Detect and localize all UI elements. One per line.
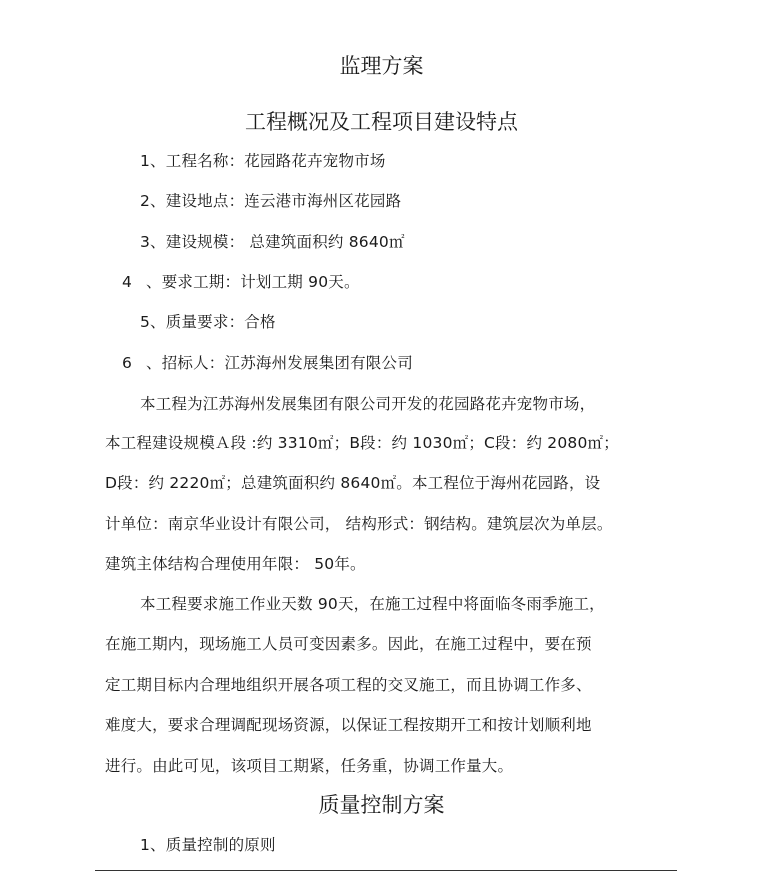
list-item-number: 3、 (140, 233, 166, 251)
paragraph2-line: 在施工期内，现场施工人员可变因素多。因此，在施工过程中，要在预 (105, 635, 592, 653)
list-item-text: 质量控制的原则 (165, 836, 276, 854)
page-bottom-rule (95, 870, 677, 871)
list-item-quality-principle (140, 834, 276, 856)
list-item-text: 建设规模： 总建筑面积约 8640㎡ (165, 233, 405, 251)
list-item-text: 、要求工期：计划工期 90天。 (146, 273, 360, 291)
paragraph1-line: 计单位：南京华业设计有限公司， 结构形式：钢结构。建筑层次为单层。 (105, 515, 613, 533)
paragraph1-line: D段：约 2220㎡；总建筑面积约 8640㎡。本工程位于海州花园路，设 (105, 474, 601, 492)
section-title-overview: 工程概况及工程项目建设特点 (245, 110, 518, 134)
list-item-number: 5、 (140, 313, 166, 331)
list-item-tenderer (122, 352, 413, 374)
list-item-number: 1、 (140, 836, 166, 854)
list-item-number: 6 (122, 354, 133, 372)
paragraph2-line: 本工程要求施工作业天数 90天，在施工过程中将面临冬雨季施工， (140, 595, 605, 613)
list-item-text: 、招标人：江苏海州发展集团有限公司 (146, 354, 413, 372)
list-item-text: 建设地点：连云港市海州区花园路 (165, 192, 402, 210)
list-item-text: 工程名称：花园路花卉宠物市场 (165, 152, 386, 170)
list-item-number: 4 (122, 273, 133, 291)
paragraph2-line: 进行。由此可见，该项目工期紧，任务重，协调工作量大。 (105, 757, 514, 775)
list-item-number: 2、 (140, 192, 166, 210)
section-title-quality: 质量控制方案 (318, 793, 445, 817)
paragraph1-line: 本工程建设规模Ａ段 :约 3310㎡；B段：约 1030㎡；C段：约 2080㎡； (105, 434, 619, 452)
list-item-text: 质量要求：合格 (165, 313, 276, 331)
list-item-schedule (122, 271, 360, 293)
list-item-scale (140, 231, 405, 253)
paragraph2-line: 难度大，要求合理调配现场资源，以保证工程按期开工和按计划顺利地 (105, 716, 592, 734)
paragraph1-line: 建筑主体结构合理使用年限： 50年。 (105, 555, 366, 573)
document-title: 监理方案 (339, 54, 424, 78)
paragraph2-line: 定工期目标内合理地组织开展各项工程的交叉施工，而且协调工作多、 (105, 676, 592, 694)
list-item-location (140, 190, 401, 212)
list-item-number: 1、 (140, 152, 166, 170)
paragraph1-line: 本工程为江苏海州发展集团有限公司开发的花园路花卉宠物市场， (140, 395, 596, 413)
list-item-quality (140, 311, 276, 333)
list-item-project-name (140, 150, 386, 172)
